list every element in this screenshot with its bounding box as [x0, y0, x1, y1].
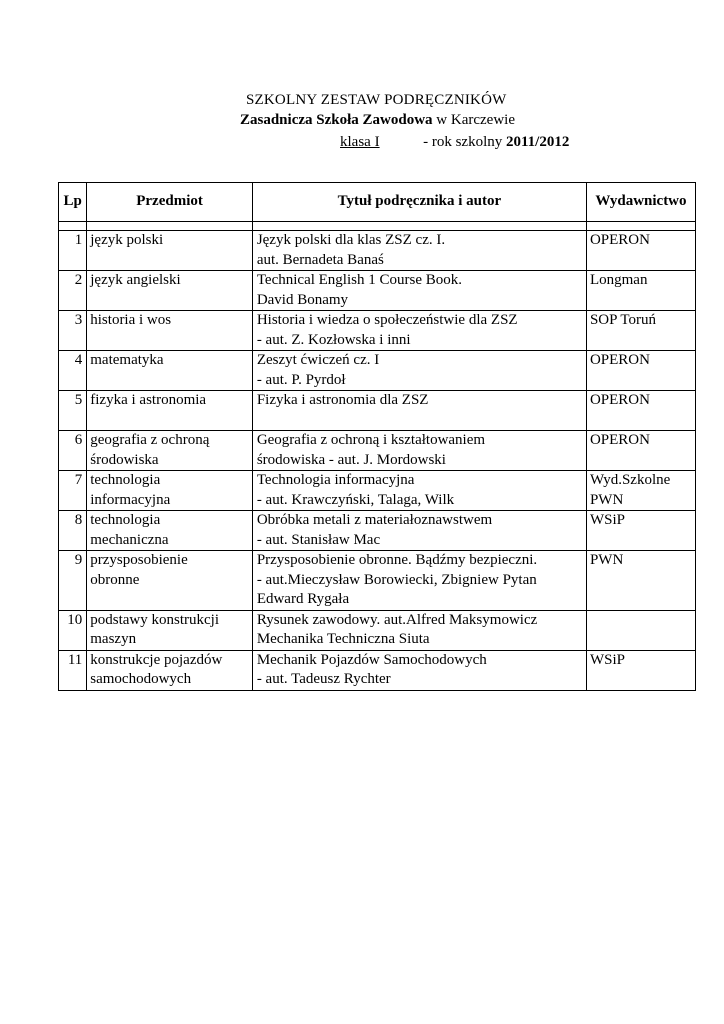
cell-publisher-line: WSiP [589, 512, 625, 528]
cell-subject-line: maszyn [90, 631, 137, 647]
school-location: w Karczewie [436, 112, 515, 128]
cell-title-line: - aut. P. Pyrdoł [256, 371, 346, 388]
cell-lp: 3 [59, 311, 87, 351]
cell-publisher [586, 431, 695, 471]
column-header-subject: Przedmiot [87, 183, 253, 222]
cell-subject-line [90, 331, 252, 351]
cell-lp: 6 [59, 431, 87, 471]
cell-title-line: Edward Rygała [256, 591, 350, 607]
cell-publisher-line: Wyd.Szkolne [589, 472, 671, 488]
cell-title-line: - aut. Z. Kozłowska i inni [256, 331, 411, 348]
cell-publisher [586, 610, 695, 650]
cell-subject [87, 650, 253, 690]
table-row [59, 511, 696, 551]
cell-publisher-line [590, 611, 695, 631]
cell-publisher-line: WSiP [589, 651, 625, 668]
cell-publisher [586, 391, 695, 431]
cell-publisher-line: OPERON [589, 392, 650, 408]
cell-title-line: David Bonamy [256, 291, 349, 308]
cell-publisher-line [590, 670, 695, 690]
school-year-label: - rok szkolny [423, 134, 503, 150]
table-header-row [59, 183, 696, 222]
cell-title-line: Fizyka i astronomia dla ZSZ [256, 392, 429, 408]
cell-subject-line: historia i wos [90, 312, 172, 328]
cell-publisher-line: OPERON [589, 232, 650, 248]
cell-publisher-line [590, 451, 695, 471]
cell-title-line: - aut. Stanisław Mac [256, 531, 381, 548]
cell-title [252, 650, 586, 690]
cell-publisher [586, 271, 695, 311]
cell-subject [87, 610, 253, 650]
cell-subject [87, 431, 253, 471]
cell-subject-line [90, 371, 252, 391]
cell-lp: 1 [59, 231, 87, 271]
cell-publisher-line: OPERON [589, 352, 650, 368]
cell-lp: 7 [59, 471, 87, 511]
cell-title [252, 271, 586, 311]
cell-title [252, 610, 586, 650]
cell-publisher [586, 231, 695, 271]
cell-subject-line: informacyjna [90, 491, 171, 508]
school-name: Zasadnicza Szkoła Zawodowa [240, 112, 433, 128]
cell-title-line: Język polski dla klas ZSZ cz. I. [256, 232, 446, 248]
cell-title-line: Mechanik Pojazdów Samochodowych [256, 651, 487, 668]
column-header-lp: Lp [59, 183, 87, 222]
cell-subject-line [90, 411, 252, 431]
cell-lp: 9 [59, 551, 87, 611]
cell-title-line: Historia i wiedza o społeczeństwie dla ZSZ [256, 312, 518, 328]
cell-subject-line: podstawy konstrukcji [90, 611, 220, 628]
cell-subject [87, 391, 253, 431]
cell-lp: 10 [59, 610, 87, 650]
column-header-publisher: Wydawnictwo [586, 183, 695, 222]
cell-publisher-line: Longman [589, 272, 648, 288]
cell-title [252, 471, 586, 511]
cell-publisher-line [590, 630, 695, 650]
cell-title-line: - aut. Krawczyński, Talaga, Wilk [256, 491, 455, 508]
cell-subject-line: język angielski [90, 272, 181, 288]
cell-title-line: Rysunek zawodowy. aut.Alfred Maksymowicz [256, 611, 538, 628]
table-row [59, 551, 696, 611]
cell-title-line: - aut. Tadeusz Rychter [256, 671, 391, 687]
table-row [59, 431, 696, 471]
cell-subject-line: środowiska [90, 451, 159, 468]
cell-title-line [257, 411, 586, 431]
column-header-title: Tytuł podręcznika i autor [252, 183, 586, 222]
cell-title [252, 231, 586, 271]
cell-title-line: Mechanika Techniczna Siuta [256, 631, 430, 647]
cell-publisher-line: PWN [589, 491, 624, 508]
table-row [59, 351, 696, 391]
cell-publisher-line: OPERON [589, 432, 650, 448]
cell-title-line: Zeszyt ćwiczeń cz. I [256, 352, 380, 368]
cell-title [252, 351, 586, 391]
cell-subject [87, 231, 253, 271]
cell-subject-line: fizyka i astronomia [90, 392, 207, 408]
cell-publisher-line [590, 371, 695, 391]
cell-title-line: Przysposobienie obronne. Bądźmy bezpieczni. [256, 552, 538, 568]
cell-subject [87, 271, 253, 311]
textbook-table [58, 182, 696, 691]
cell-subject-line: samochodowych [90, 671, 192, 687]
cell-publisher-line [590, 531, 695, 551]
class-label: klasa I [340, 134, 380, 150]
cell-subject-line: obronne [90, 571, 140, 588]
cell-subject [87, 511, 253, 551]
cell-publisher [586, 351, 695, 391]
cell-lp: 11 [59, 650, 87, 690]
cell-title-line: - aut.Mieczysław Borowiecki, Zbigniew Pytan [256, 571, 537, 588]
cell-subject-line [90, 291, 252, 311]
document-title: SZKOLNY ZESTAW PODRĘCZNIKÓW [246, 92, 507, 108]
cell-subject [87, 471, 253, 511]
cell-title-line: Obróbka metali z materiałoznawstwem [256, 512, 493, 528]
table-body [59, 231, 696, 691]
table-row [59, 471, 696, 511]
cell-subject-line: matematyka [90, 352, 164, 368]
cell-lp: 4 [59, 351, 87, 391]
table-row [59, 311, 696, 351]
cell-title-line: Technologia informacyjna [256, 472, 415, 488]
cell-subject-line: mechaniczna [90, 531, 169, 548]
table-spacer-row [59, 222, 696, 231]
cell-publisher-line [590, 331, 695, 351]
cell-publisher-line [590, 251, 695, 271]
cell-publisher [586, 311, 695, 351]
cell-publisher [586, 511, 695, 551]
cell-title-line: Geografia z ochroną i kształtowaniem [256, 432, 486, 448]
class-year-line [340, 132, 569, 152]
cell-publisher-line [590, 291, 695, 311]
cell-title-line: środowiska - aut. J. Mordowski [256, 451, 446, 468]
table-row [59, 391, 696, 431]
cell-publisher [586, 471, 695, 511]
cell-subject-line: geografia z ochroną [90, 432, 210, 448]
cell-subject-line: język polski [90, 232, 164, 248]
cell-title [252, 311, 586, 351]
cell-subject [87, 351, 253, 391]
cell-title [252, 551, 586, 611]
school-line [240, 110, 515, 130]
cell-subject-line: konstrukcje pojazdów [90, 651, 223, 668]
cell-lp: 5 [59, 391, 87, 431]
cell-publisher [586, 650, 695, 690]
cell-title [252, 511, 586, 551]
cell-subject-line: technologia [90, 472, 161, 488]
table-row [59, 271, 696, 311]
cell-subject-line: technologia [90, 512, 161, 528]
cell-publisher-line [590, 571, 695, 591]
cell-lp: 8 [59, 511, 87, 551]
table-row [59, 650, 696, 690]
cell-subject [87, 311, 253, 351]
cell-title [252, 391, 586, 431]
table-row [59, 231, 696, 271]
cell-publisher-line: PWN [589, 552, 624, 568]
cell-subject [87, 551, 253, 611]
cell-title [252, 431, 586, 471]
cell-publisher-line [590, 411, 695, 431]
cell-subject-line: przysposobienie [90, 552, 188, 568]
table-row [59, 610, 696, 650]
cell-publisher-line: SOP Toruń [589, 312, 657, 328]
cell-subject-line [90, 251, 252, 271]
school-year: 2011/2012 [505, 134, 570, 150]
cell-publisher [586, 551, 695, 611]
cell-lp: 2 [59, 271, 87, 311]
cell-title-line: aut. Bernadeta Banaś [256, 251, 384, 268]
cell-title-line: Technical English 1 Course Book. [256, 272, 462, 288]
